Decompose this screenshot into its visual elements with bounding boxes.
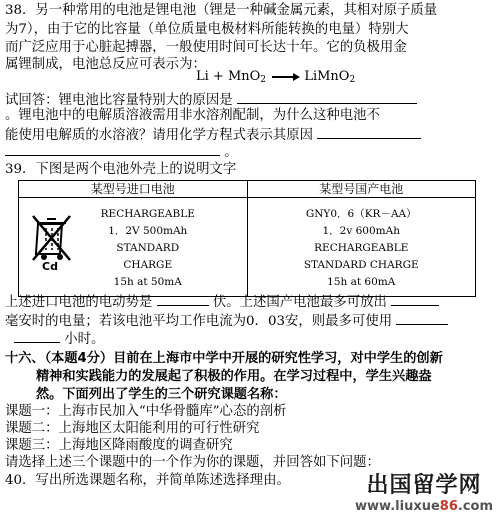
q39-answer-line2 (5, 312, 448, 330)
q38-line7 (5, 126, 421, 144)
q38-line2: 为7），由于它的比容量（单位质量电极材料所能转换的电量）特别大 (5, 22, 409, 37)
eq-product-sub: 2 (349, 75, 356, 85)
imported-line-1: RECHARGEABLE (100, 208, 195, 220)
q40-prompt: 40．写出所选课题名称，并简单陈述选择理由。 (5, 473, 290, 488)
reaction-equation (196, 69, 355, 85)
q38-line4: 属锂制成，电池总反应可表示为： (5, 57, 206, 72)
q39-answer-line3 (14, 330, 104, 348)
q39-a1b-text: 伏。上述国产电池最多可放出 (212, 295, 387, 310)
watermark-title: 出国留学网 (366, 473, 482, 498)
watermark-url (355, 499, 493, 514)
imported-line-2: 1．2V 500mAh (108, 225, 188, 237)
imported-line-5: 15h at 50mA (113, 276, 182, 288)
answer-blank-2[interactable] (317, 126, 421, 139)
site-watermark (355, 468, 493, 514)
answer-blank-emf[interactable] (157, 293, 209, 306)
imported-line-4: CHARGE (123, 259, 173, 271)
answer-blank-1[interactable] (237, 91, 417, 104)
crossed-bin-icon (30, 210, 74, 276)
battery-label-table (18, 180, 476, 297)
q39-a3-text: 小时。 (64, 332, 105, 347)
q38-line1: 38．另一种常用的电池是锂电池（锂是一种碱金属元素，其相对原子质量 (5, 3, 438, 18)
answer-blank-capacity[interactable] (391, 293, 439, 306)
eq-reactant-sub: 2 (260, 75, 267, 85)
cd-label: Cd (42, 260, 58, 273)
reaction-arrow-icon (272, 76, 298, 78)
imported-line-3: STANDARD (116, 242, 180, 254)
watermark-url-pre: www.liuxue (355, 499, 440, 514)
domestic-line-2: 1．2v 600mAh (322, 225, 400, 237)
topic-2: 课题二：上海地区太阳能利用的可行性研究 (5, 421, 260, 436)
imported-header: 某型号进口电池 (19, 181, 248, 198)
q38-line8 (5, 143, 238, 161)
topic-3: 课题三：上海地区降雨酸度的调查研究 (5, 438, 233, 453)
domestic-header: 某型号国产电池 (247, 181, 476, 198)
domestic-lines (248, 198, 476, 291)
eq-product: LiMnO (304, 69, 350, 84)
q39-answer-line1 (5, 293, 439, 311)
domestic-line-3: RECHARGEABLE (314, 242, 409, 254)
section16-line3: 然。下面列出了学生的三个研究课题名称： (36, 387, 287, 402)
instructions: 请选择上述三个课题中的一个作为你的课题，并回答如下问题： (5, 455, 380, 470)
domestic-cell (247, 198, 476, 297)
section16-line2: 精神和实践能力的发展起了积极的作用。在学习过程中，学生兴趣盎 (36, 369, 432, 384)
q39-title: 39．下图是两个电池外壳上的说明文字 (5, 162, 237, 177)
domestic-line-4: STANDARD CHARGE (303, 259, 419, 271)
watermark-url-num: 86 (439, 499, 458, 514)
answer-blank-hours-2[interactable] (14, 330, 60, 343)
section16-line1: 十六、（本题4分）目前在上海市中学中开展的研究性学习，对中学生的创新 (5, 351, 443, 366)
q38-line5-text: 试回答：锂电池比容量特别大的原因是 (5, 93, 233, 108)
topic-1: 课题一：上海市民加入“中华骨髓库”心态的剖析 (5, 404, 287, 419)
answer-blank-3[interactable] (5, 143, 220, 156)
domestic-line-1: GNY0．6（KR－AA） (305, 208, 417, 220)
q38-line8-period: 。 (224, 145, 238, 160)
answer-blank-hours[interactable] (396, 312, 448, 325)
q39-a1-text: 上述进口电池的电动势是 (5, 295, 153, 310)
q39-a2-text: 毫安时的电量；若该电池平均工作电流为0．03安，则最多可使用 (5, 314, 393, 329)
watermark-url-post: .com (457, 499, 493, 514)
q38-line6: 。锂电池中的电解质溶液需用非水溶剂配制，为什么这种电池不 (5, 108, 380, 123)
q38-line3: 而广泛应用于心脏起搏器，一般使用时间可长达十年。它的负极用金 (5, 40, 407, 55)
q38-line5 (5, 91, 417, 109)
eq-reactants: Li + MnO (196, 69, 261, 84)
domestic-line-5: 15h at 60mA (327, 276, 396, 288)
q38-line7-text: 能使用电解质的水溶液？请用化学方程式表示其原因 (5, 128, 313, 143)
